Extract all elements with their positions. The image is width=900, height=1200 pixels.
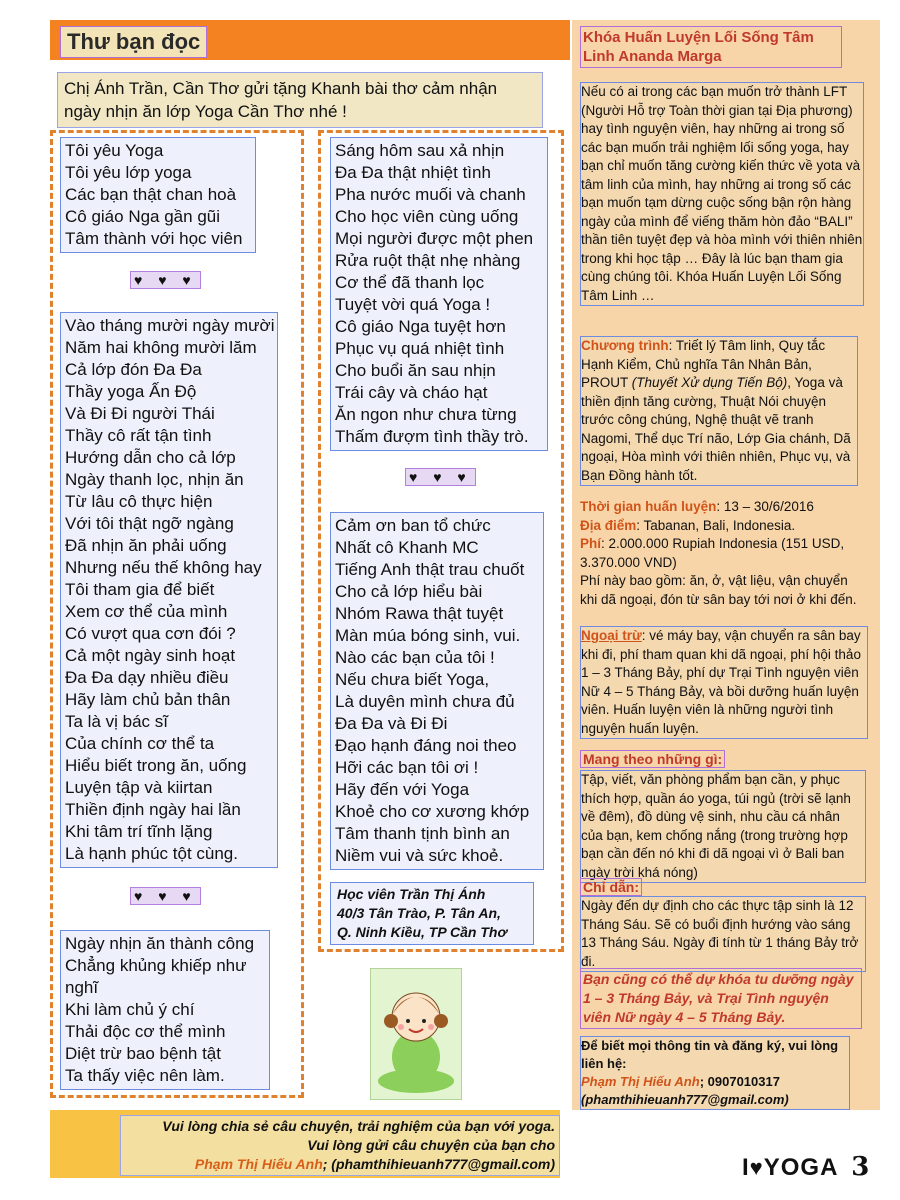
program-text: : Triết lý Tâm linh, Quy tắc Hạnh Kiểm, Chủ nghĩa Tân Nhân Bản, PROUT: [581, 338, 826, 390]
contact-section: [580, 1036, 850, 1110]
exclusions-section: [580, 626, 868, 739]
course-title: Khóa Huấn Luyện Lối Sống Tâm Linh Ananda Marga: [580, 26, 842, 68]
text-line: Hãy đến với Yoga: [335, 780, 470, 799]
exclude-label: Ngoại trừ: [581, 628, 642, 643]
text-line: Cơ thể đã thanh lọc: [335, 273, 485, 292]
hearts-divider: ♥ ♥ ♥: [130, 887, 201, 905]
text-line: Nhóm Rawa thật tuyệt: [335, 604, 504, 623]
text-line: Là duyên mình chưa đủ: [335, 692, 515, 711]
text-line: Thầy yoga Ấn Độ: [65, 382, 197, 401]
extra-retreat-note: Bạn cũng có thể dự khóa tu dưỡng ngày 1 – 3 Tháng Bảy, và Trại Tình nguyện viên Nữ ngày 4 – 5 Tháng Bảy.: [580, 968, 862, 1029]
text-line: Thầy cô rất tận tình: [65, 426, 212, 445]
text-line: Của chính cơ thể ta: [65, 734, 215, 753]
fee-note: Phí này bao gồm: ăn, ở, vật liệu, vận chuyển khi dã ngoại, đón từ sân bay tới nơi ở khi đến.: [580, 573, 857, 607]
bring-heading: Mang theo những gì:: [580, 750, 725, 768]
footer-contact-email[interactable]: ; (phamthihieuanh777@gmail.com): [322, 1156, 555, 1172]
text-line: Là hạnh phúc tột cùng.: [65, 844, 238, 863]
contact-phone: ; 0907010317: [699, 1074, 780, 1089]
text-line: Đa Đa và Đi Đi: [335, 714, 448, 733]
text-line: Rửa ruột thật nhẹ nhàng: [335, 251, 521, 270]
time-text: : 13 – 30/6/2016: [716, 499, 814, 514]
hearts-divider: ♥ ♥ ♥: [130, 271, 201, 289]
guide-text: Ngày đến dự định cho các thực tập sinh là 12 Tháng Sáu. Sẽ có buổi định hướng vào sáng 13 Tháng Sáu. Ngày đi tính từ 1 tháng Bảy trở đi.: [580, 896, 866, 972]
text-line: Với tôi thật ngỡ ngàng: [65, 514, 234, 533]
footer-line-1: Vui lòng chia sẻ câu chuyện, trải nghiệm của bạn với yoga.: [162, 1118, 555, 1134]
footer-contact-name: Phạm Thị Hiếu Anh: [194, 1156, 323, 1172]
brand-word: YOGA: [763, 1154, 838, 1181]
text-line: Tôi yêu lớp yoga: [65, 163, 192, 182]
contact-intro: Để biết mọi thông tin và đăng ký, vui lòng liên hệ:: [581, 1038, 839, 1071]
text-line: Và Đi Đi người Thái: [65, 404, 215, 423]
text-line: Cả một ngày sinh hoạt: [65, 646, 236, 665]
course-intro: Nếu có ai trong các bạn muốn trở thành LFT (Người Hỗ trợ Toàn thời gian tại Địa phương) hay tình nguyện viên, hay những ai trong số các bạn muốn trải nghiệm lối sống yoga, hay bạn chỉ muốn tăng cường kiến thức về yota và tâm linh của mình, hay những ai trong số các bạn muốn tạm dừng cuộc sống bận rộn hàng ngày của mình để viếng thăm hòn đảo “BALI” thần tiên tuyệt đẹp và hòa mình với thiên nhiên trong khi học tập … Đây là lúc bạn tham gia cùng chúng tôi. Khóa Huấn Luyện Lối Sống Tâm Linh …: [580, 82, 864, 306]
page-number: 3: [851, 1152, 871, 1182]
hearts-divider: ♥ ♥ ♥: [405, 468, 476, 486]
place-label: Địa điểm: [580, 517, 637, 533]
text-line: Tâm thanh tịnh bình an: [335, 824, 510, 843]
poem-stanza-4: [330, 137, 548, 451]
text-line: Hiểu biết trong ăn, uống: [65, 756, 247, 775]
time-label: Thời gian huấn luyện: [580, 499, 717, 514]
program-italic: (Thuyết Xử dụng Tiến Bộ): [631, 375, 788, 390]
text-line: Hỡi các bạn tôi ơi !: [335, 758, 479, 777]
text-line: Luyện tập và kiirtan: [65, 778, 213, 797]
text-line: Hãy làm chủ bản thân: [65, 690, 231, 709]
place-text: : Tabanan, Bali, Indonesia.: [636, 517, 796, 533]
poem-stanza-5: [330, 512, 544, 870]
footer-text: [120, 1115, 560, 1176]
text-line: nghĩ: [65, 978, 99, 997]
text-line: 40/3 Tân Trào, P. Tân An,: [337, 905, 501, 921]
text-line: Nhất cô Khanh MC: [335, 538, 479, 557]
text-line: Cả lớp đón Đa Đa: [65, 360, 202, 379]
fee-label: Phí: [580, 536, 602, 551]
text-line: Ngày nhịn ăn thành công: [65, 934, 255, 953]
bring-text: Tập, viết, văn phòng phẩm bạn cần, y phục thích hợp, quần áo yoga, túi ngủ (trời sẽ lạnh về đêm), đồ dùng vệ sinh, nhu cầu cá nhân của bạn, kem chống nắng (trong trường hợp bạn cần đến nó khi đi dã ngoại vì ở Bali ban ngày trời khá nóng): [580, 770, 866, 883]
text-line: Khi tâm trí tĩnh lặng: [65, 822, 213, 841]
text-line: Cô giáo Nga gần gũi: [65, 207, 221, 226]
text-line: Cho buổi ăn sau nhịn: [335, 361, 496, 380]
text-line: Có vượt qua cơn đói ?: [65, 624, 236, 643]
text-line: Xem cơ thể của mình: [65, 602, 228, 621]
text-line: Từ lâu cô thực hiện: [65, 492, 213, 511]
text-line: Tiếng Anh thật trau chuốt: [335, 560, 525, 579]
text-line: Ta là vị bác sĩ: [65, 712, 168, 731]
text-line: Ăn ngon như chưa từng: [335, 405, 517, 424]
brand-i: I: [742, 1154, 750, 1181]
text-line: Tuyệt vời quá Yoga !: [335, 295, 491, 314]
text-line: Cảm ơn ban tổ chức: [335, 516, 491, 535]
text-line: Nếu chưa biết Yoga,: [335, 670, 490, 689]
text-line: Phục vụ quá nhiệt tình: [335, 339, 505, 358]
text-line: Tôi yêu Yoga: [65, 141, 164, 160]
program-section: [580, 336, 858, 486]
contact-email[interactable]: (phamthihieuanh777@gmail.com): [581, 1092, 789, 1107]
text-line: Cho cả lớp hiểu bài: [335, 582, 483, 601]
text-line: Các bạn thật chan hoà: [65, 185, 237, 204]
text-line: Mọi người được một phen: [335, 229, 534, 248]
program-text-2: , Yoga và thiền định tăng cường, Thuật Nói chuyện trước công chúng, Nghệ thuật vẽ tranh Nagomi, Thể dục Trí não, Lớp Gia chánh, Dã ngoại, Hòa mình với thiên nhiên, Phục vụ, và Bạn Đồng hành tốt.: [581, 375, 851, 483]
text-line: Sáng hôm sau xả nhịn: [335, 141, 505, 160]
poem-stanza-3: [60, 930, 270, 1090]
poem-signature: [330, 882, 534, 945]
text-line: Năm hai không mười lăm: [65, 338, 257, 357]
text-line: Khi làm chủ ý chí: [65, 1000, 195, 1019]
text-line: Ngày thanh lọc, nhịn ăn: [65, 470, 244, 489]
text-line: Hướng dẫn cho cả lớp: [65, 448, 236, 467]
text-line: Thải độc cơ thể mình: [65, 1022, 226, 1041]
brand-logo: [742, 1152, 870, 1182]
text-line: Cho học viên cùng uống: [335, 207, 519, 226]
heart-icon: ♥: [749, 1155, 764, 1180]
fee-text: : 2.000.000 Rupiah Indonesia (151 USD, 3.370.000 VND): [580, 536, 845, 570]
text-line: Màn múa bóng sinh, vui.: [335, 626, 521, 645]
meditating-girl-illustration: [370, 968, 462, 1100]
page-title: Thư bạn đọc: [60, 26, 207, 58]
text-line: Thiền định ngày hai lần: [65, 800, 241, 819]
text-line: Trái cây và cháo hạt: [335, 383, 488, 402]
program-label: Chương trình: [581, 338, 669, 353]
text-line: Đa Đa dạy nhiều điều: [65, 668, 229, 687]
text-line: Cô giáo Nga tuyệt hơn: [335, 317, 506, 336]
text-line: Ta thấy việc nên làm.: [65, 1066, 225, 1085]
text-line: Nào các bạn của tôi !: [335, 648, 495, 667]
text-line: Đã nhịn ăn phải uống: [65, 536, 227, 555]
text-line: Đạo hạnh đáng noi theo: [335, 736, 517, 755]
text-line: Tôi tham gia để biết: [65, 580, 215, 599]
text-line: Q. Ninh Kiều, TP Cần Thơ: [337, 924, 507, 940]
text-line: Diệt trừ bao bệnh tật: [65, 1044, 221, 1063]
text-line: Nhưng nếu thế không hay: [65, 558, 262, 577]
guide-heading: Chỉ dẫn:: [580, 878, 642, 896]
poem-stanza-2: [60, 312, 278, 868]
text-line: Niềm vui và sức khoẻ.: [335, 846, 504, 865]
text-line: Pha nước muối và chanh: [335, 185, 526, 204]
text-line: Học viên Trần Thị Ánh: [337, 886, 486, 902]
text-line: Vào tháng mười ngày mười: [65, 316, 275, 335]
text-line: Đa Đa thật nhiệt tình: [335, 163, 491, 182]
exclude-text: : vé máy bay, vận chuyển ra sân bay khi đi, phí tham quan khi dã ngoại, phí hội thảo 1 – 3 Tháng Bảy, phí dự Trại Tình nguyện viên Nữ 4 – 5 Tháng Bảy, và bồi dưỡng huấn luyện viên. Huấn luyện viên là những người tình nguyện huấn luyện.: [581, 628, 861, 736]
text-line: Chẳng khủng khiếp như: [65, 956, 247, 975]
contact-name: Phạm Thị Hiếu Anh: [581, 1074, 700, 1089]
footer-line-2: Vui lòng gửi câu chuyện của bạn cho: [307, 1137, 555, 1153]
text-line: Khoẻ cho cơ xương khớp: [335, 802, 530, 821]
time-place-fee: [580, 498, 860, 609]
text-line: Thấm đượm tình thầy trò.: [335, 427, 529, 446]
intro-text: Chị Ánh Trần, Cần Thơ gửi tặng Khanh bài thơ cảm nhận ngày nhịn ăn lớp Yoga Cần Thơ nhé !: [57, 72, 543, 128]
text-line: Tâm thành với học viên: [65, 229, 243, 248]
poem-stanza-1: [60, 137, 256, 253]
